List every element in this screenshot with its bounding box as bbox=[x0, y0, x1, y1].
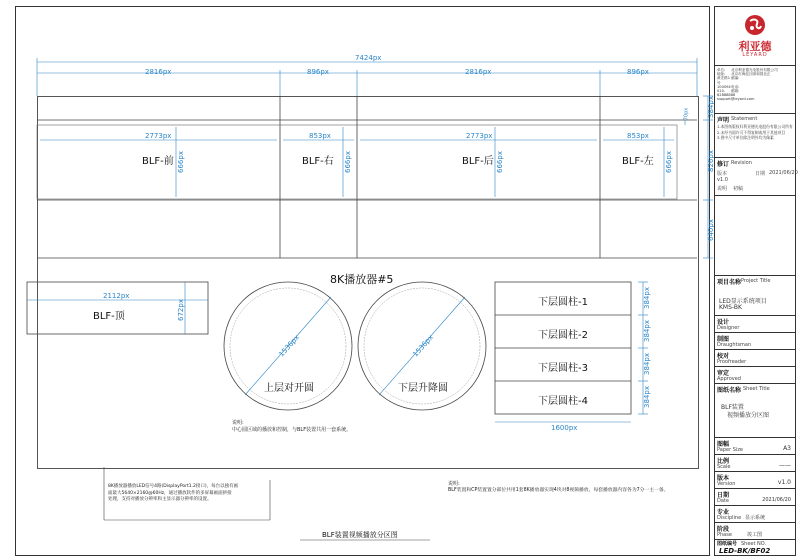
panel-right-label: BLF-右 bbox=[302, 156, 334, 167]
logo-sub: LEYARD bbox=[742, 52, 768, 58]
dim-right-width: 896px bbox=[307, 68, 329, 76]
statement-label: 声明 bbox=[717, 117, 730, 124]
revision-label: 修订 bbox=[717, 161, 730, 168]
leyard-logo-icon bbox=[743, 13, 767, 37]
sheetno-sub: Sheet NO. bbox=[741, 541, 767, 547]
sheetno-value: LED-BK/BF02 bbox=[719, 547, 771, 555]
revision-version-label: 版本 bbox=[717, 171, 728, 177]
note-left-line1: 8K播放器播放LED信号4路(DisplayPort1.2接口)，每台以独有画 bbox=[108, 484, 239, 489]
dim-top-height: 672px bbox=[176, 299, 185, 321]
version-label: 版本 bbox=[717, 475, 730, 482]
statement-sub: Statement bbox=[731, 116, 758, 122]
dim-inner-back: 2773px bbox=[466, 132, 493, 140]
statement-line: 2.未经书面许可不得复制或用于其他项目 bbox=[717, 129, 786, 135]
dim-circle-left: 1536px bbox=[277, 333, 302, 359]
statement-line: 3.图中尺寸单位除注明外均为像素 bbox=[717, 135, 774, 140]
designer-row bbox=[715, 315, 795, 333]
checker-row bbox=[715, 349, 795, 367]
company-line: support@leyard.com bbox=[717, 97, 755, 102]
column-2-label: 下层圆柱-2 bbox=[538, 330, 588, 341]
version-row bbox=[715, 471, 795, 489]
dim-left-width: 896px bbox=[627, 68, 649, 76]
note-bottom bbox=[448, 481, 706, 494]
revision-sub: Revision bbox=[731, 160, 752, 166]
revision-date-label: 日期 bbox=[755, 171, 766, 177]
dim-column-h1: 384px bbox=[642, 287, 651, 309]
note-bottom-text: BLF装置和CP装置置分部位共用1套8K播放器实现4块对8视频播放，每套播放器内容各为7分一主一备。 bbox=[448, 487, 669, 493]
sheetno-row bbox=[715, 539, 795, 556]
dim-column-width: 1600px bbox=[551, 424, 578, 432]
revision-desc-label: 说明 bbox=[717, 186, 728, 192]
column-3-label: 下层圆柱-3 bbox=[538, 363, 588, 374]
checker-label: 校对 bbox=[717, 353, 730, 360]
approver-sub: Approved bbox=[717, 376, 741, 382]
size-value: A3 bbox=[783, 445, 791, 452]
revision-date: 2021/06/20 bbox=[769, 170, 798, 176]
title-block bbox=[714, 6, 796, 556]
phase-sub: Phase bbox=[717, 532, 732, 538]
company-line: 电话: bbox=[731, 84, 740, 89]
scale-value: —— bbox=[779, 462, 791, 469]
note-center-text: 中心圆区域的播放和控制，与BLF装置共用一套系统。 bbox=[232, 426, 352, 433]
dim-back-width: 2816px bbox=[465, 68, 492, 76]
circle-right-label: 下层升降圆 bbox=[398, 383, 448, 394]
note-center bbox=[232, 420, 432, 433]
date-row bbox=[715, 488, 795, 506]
dim-column-h2: 384px bbox=[642, 320, 651, 342]
note-left bbox=[108, 484, 268, 504]
sheet-line-1: BLF装置 bbox=[721, 404, 744, 411]
sheet-line-2: 视频播放分区图 bbox=[727, 412, 770, 419]
discipline-value: 显示系统 bbox=[745, 515, 766, 521]
discipline-sub: Discipline bbox=[717, 515, 742, 521]
dim-inner-front: 2773px bbox=[145, 132, 172, 140]
project-line-2: KMS-BK bbox=[719, 304, 742, 311]
version-sub: Version bbox=[717, 481, 736, 487]
approver-row bbox=[715, 366, 795, 384]
phase-value: 竣工图 bbox=[747, 532, 763, 538]
note-left-line3: 处理，支持对播放分辨率和主显示器分辨率的设置。 bbox=[108, 497, 212, 502]
panel-left-label: BLF-左 bbox=[622, 156, 654, 167]
phase-row bbox=[715, 522, 795, 540]
note-left-line2: 面最大5640×2160@60Hz，通过播放软件的多屏幕画面拼接 bbox=[108, 490, 232, 496]
panel-top-label: BLF-顶 bbox=[93, 311, 125, 322]
company-line: 100094 bbox=[717, 84, 731, 89]
dim-h70: 70px bbox=[683, 107, 690, 121]
company-line: 邮编: bbox=[731, 76, 740, 81]
player-title: 8K播放器#5 bbox=[330, 273, 394, 286]
drawing-caption: BLF装置视频播放分区图 bbox=[322, 531, 398, 539]
size-sub: Paper Size bbox=[717, 447, 744, 453]
dim-h384: 384px bbox=[706, 96, 715, 118]
scale-label: 比例 bbox=[717, 458, 730, 465]
checker-sub: Proofreader bbox=[717, 359, 747, 365]
approver-label: 审定 bbox=[717, 370, 730, 377]
designer-label: 设计 bbox=[717, 319, 730, 326]
version-value: v1.0 bbox=[777, 479, 791, 486]
paper-size-row bbox=[715, 437, 795, 455]
dim-front-height: 666px bbox=[176, 151, 185, 173]
project-line-1: LED显示系统项目 bbox=[719, 298, 767, 305]
company-line: 010-62888888 bbox=[717, 89, 736, 98]
dim-left-height: 666px bbox=[664, 151, 673, 173]
company-line: 邮箱: bbox=[731, 89, 740, 94]
drafter-row bbox=[715, 332, 795, 350]
sheet-title-section bbox=[715, 383, 795, 438]
company-line: 地址: bbox=[717, 72, 726, 77]
dim-total: 7424px bbox=[355, 54, 382, 62]
note-bottom-title: 说明: bbox=[448, 481, 460, 487]
phase-label: 阶段 bbox=[717, 526, 730, 533]
panel-back-label: BLF-后 bbox=[462, 156, 494, 167]
sheet-sub: Sheet Title bbox=[743, 386, 770, 392]
project-label: 项目名称 bbox=[717, 279, 742, 286]
drafter-sub: Draughtsman bbox=[717, 342, 752, 348]
company-line: 北京利亚德光电股份有限公司 bbox=[731, 68, 778, 72]
company-line: 黄庄路1号 bbox=[717, 76, 731, 85]
panel-front-label: BLF-前 bbox=[142, 156, 174, 167]
date-label: 日期 bbox=[717, 492, 730, 499]
dim-inner-right: 853px bbox=[309, 132, 331, 140]
revision-desc: 初稿 bbox=[733, 186, 744, 192]
sheet-label: 图纸名称 bbox=[717, 387, 742, 394]
company-line: 单位: bbox=[717, 68, 726, 72]
project-sub: Project Title bbox=[741, 278, 771, 284]
scale-row bbox=[715, 454, 795, 472]
date-value: 2021/06/20 bbox=[762, 497, 791, 503]
dim-column-h3: 384px bbox=[642, 353, 651, 375]
dim-right-height: 666px bbox=[343, 151, 352, 173]
company-line: 北京市海淀区颐和园北正 bbox=[731, 72, 771, 77]
size-label: 图幅 bbox=[717, 441, 730, 448]
dim-back-height: 666px bbox=[495, 151, 504, 173]
circle-left-label: 上层对开圆 bbox=[264, 383, 314, 394]
statement-line: 1.本图纸版权归利亚德光电股份有限公司所有 bbox=[717, 124, 793, 129]
dim-circle-right: 1536px bbox=[411, 333, 436, 359]
column-1-label: 下层圆柱-1 bbox=[538, 297, 588, 308]
dim-column-h4: 384px bbox=[642, 386, 651, 408]
logo-text: 利亚德 bbox=[738, 40, 772, 53]
statement-lines bbox=[717, 124, 793, 141]
dim-top-width: 2112px bbox=[103, 292, 130, 300]
scale-sub: Scale bbox=[717, 464, 731, 470]
revision-section bbox=[715, 157, 798, 196]
revision-version: v1.0 bbox=[717, 177, 728, 183]
dim-h640: 640px bbox=[706, 219, 715, 241]
statement-section bbox=[715, 113, 795, 158]
discipline-label: 专业 bbox=[717, 509, 730, 516]
dim-front-width: 2816px bbox=[145, 68, 172, 76]
sheetno-label: 图纸编号 bbox=[717, 541, 738, 547]
column-4-label: 下层圆柱-4 bbox=[538, 396, 588, 407]
logo-area bbox=[715, 7, 795, 66]
dim-inner-left: 853px bbox=[627, 132, 649, 140]
drafter-label: 制图 bbox=[717, 336, 730, 343]
company-info bbox=[717, 68, 793, 110]
date-sub: Date bbox=[717, 498, 729, 504]
dim-h826: 826px bbox=[706, 150, 715, 172]
note-center-title: 说明: bbox=[232, 420, 244, 426]
designer-sub: Designer bbox=[717, 325, 740, 331]
project-section bbox=[715, 275, 795, 316]
discipline-row bbox=[715, 505, 795, 523]
